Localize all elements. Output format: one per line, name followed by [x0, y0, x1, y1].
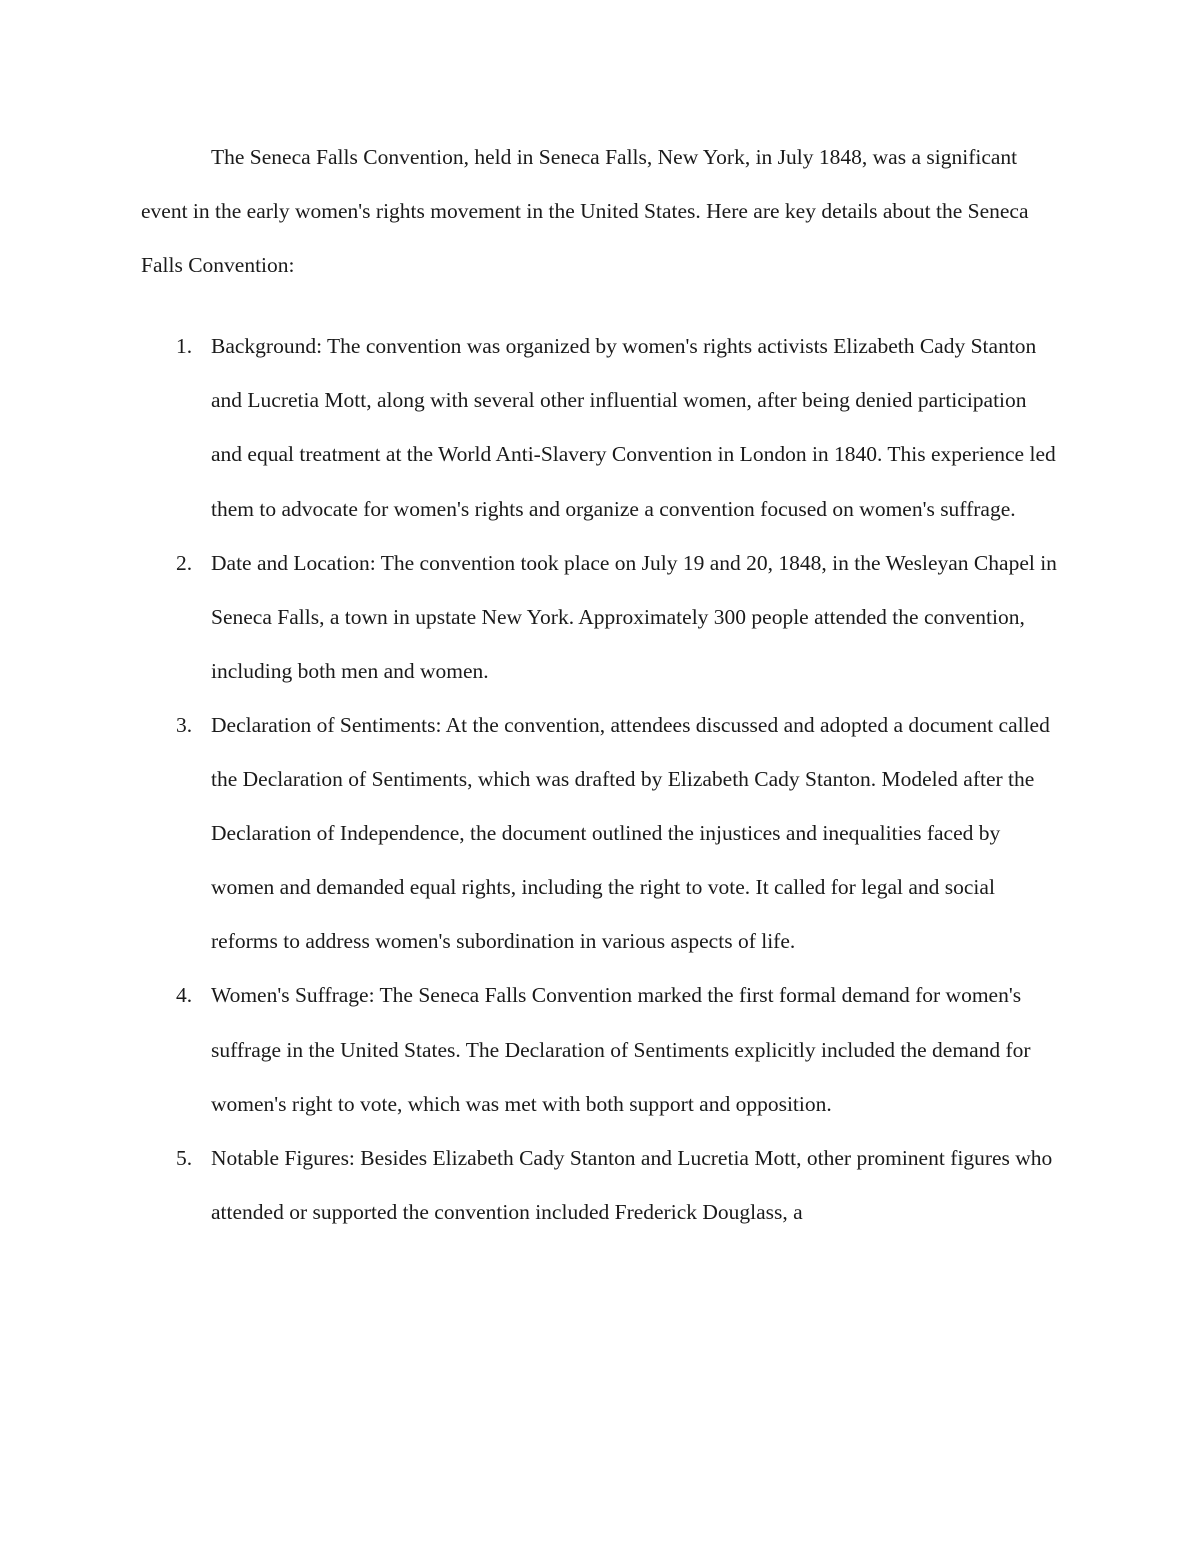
list-item-number: 2.: [176, 550, 193, 575]
list-item-text: Notable Figures: Besides Elizabeth Cady Stanton and Lucretia Mott, other prominent figures who attended or supported the convention included Frederick Douglass, a: [211, 1145, 1053, 1224]
list-item-number: 5.: [176, 1145, 193, 1170]
list-item: [141, 536, 1061, 698]
list-item-text: Women's Suffrage: The Seneca Falls Convention marked the first formal demand for women's suffrage in the United States. The Declaration of Sentiments explicitly included the demand for women's right to vote, which was met with both support and opposition.: [211, 983, 1031, 1116]
list-item-number: 4.: [176, 983, 193, 1008]
list-item-text: Date and Location: The convention took place on July 19 and 20, 1848, in the Wesleyan Chapel in Seneca Falls, a town in upstate New York. Approximately 300 people attended the convention, including both men and women.: [211, 550, 1057, 683]
list-item: [141, 319, 1061, 535]
key-details-list: [141, 319, 1061, 1239]
list-item-number: 1.: [176, 334, 193, 359]
intro-paragraph: The Seneca Falls Convention, held in Seneca Falls, New York, in July 1848, was a significant event in the early women's rights movement in the United States. Here are key details about the Seneca Falls Convention:: [141, 145, 1029, 278]
list-item-text: Background: The convention was organized by women's rights activists Elizabeth Cady Stanton and Lucretia Mott, along with several other influential women, after being denied participation and equal treatment at the World Anti-Slavery Convention in London in 1840. This experience led them to advocate for women's rights and organize a convention focused on women's suffrage.: [211, 334, 1056, 521]
document-body: [141, 130, 1061, 1239]
list-item-number: 3.: [176, 712, 193, 737]
list-item-text: Declaration of Sentiments: At the convention, attendees discussed and adopted a document called the Declaration of Sentiments, which was drafted by Elizabeth Cady Stanton. Modeled after the Declaration of Independence, the document outlined the injustices and inequalities faced by women and demanded equal rights, including the right to vote. It called for legal and social reforms to address women's subordination in various aspects of life.: [211, 712, 1050, 954]
list-item: [141, 698, 1061, 968]
list-item: [141, 1131, 1061, 1239]
list-item: [141, 968, 1061, 1130]
